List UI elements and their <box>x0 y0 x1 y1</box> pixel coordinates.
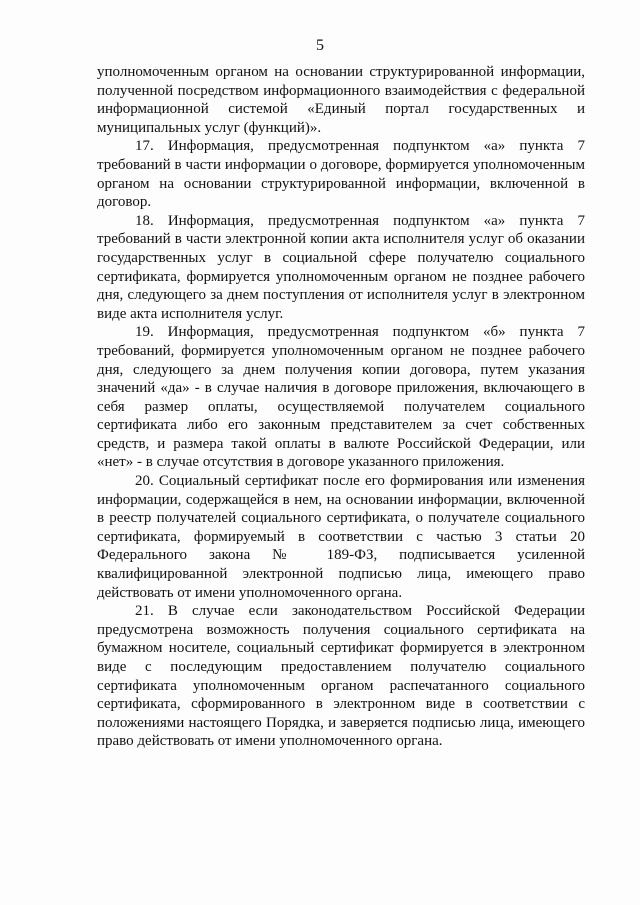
document-body <box>97 63 585 751</box>
paragraph-item-18: 18. Информация, предусмотренная подпунктом «а» пункта 7 требований в части электронной копии акта исполнителя услуг об оказании государственных услуг в социальной сфере получателю социального сертификата, формируется уполномоченным органом не позднее рабочего дня, следующего за днем поступления от исполнителя услуг в электронном виде акта исполнителя услуг. <box>97 212 585 322</box>
paragraph-item-20: 20. Социальный сертификат после его формирования или изменения информации, содержащейся в нем, на основании информации, включенной в реестр получателей социального сертификата, о получателе социального сертификата, формируемый в соответствии с частью 3 статьи 20 Федерального закона № 189-ФЗ, подписывается усиленной квалифицированной электронной подписью лица, имеющего право действовать от имени уполномоченного органа. <box>97 473 585 601</box>
paragraph-continuation: уполномоченным органом на основании структурированной информации, полученной посредством информационного взаимодействия с федеральной информационной системой «Единый портал государственных и муниципальных услуг (функций)». <box>97 64 585 136</box>
page-number: 5 <box>316 37 324 54</box>
paragraph-item-21: 21. В случае если законодательством Российской Федерации предусмотрена возможность получения социального сертификата на бумажном носителе, социальный сертификат формируется в электронном виде с последующим предоставлением получателю социального сертификата уполномоченным органом распечатанного социального сертификата, сформированного в электронном виде в соответствии с положениями настоящего Порядка, и заверяется подписью лица, имеющего право действовать от имени уполномоченного органа. <box>97 603 585 750</box>
paragraph-item-19: 19. Информация, предусмотренная подпунктом «б» пункта 7 требований, формируется уполномоченным органом не позднее рабочего дня, следующего за днем получения копии договора, путем указания значений «да» - в случае наличия в договоре приложения, включающего в себя размер оплаты, осуществляемой получателем социального сертификата либо его законным представителем за счет собственных средств, и размера такой оплаты в валюте Российской Федерации, или «нет» - в случае отсутствия в договоре указанного приложения. <box>97 324 585 471</box>
paragraph-item-17: 17. Информация, предусмотренная подпунктом «а» пункта 7 требований в части информации о договоре, формируется уполномоченным органом на основании структурированной информации, включенной в договор. <box>97 138 585 211</box>
